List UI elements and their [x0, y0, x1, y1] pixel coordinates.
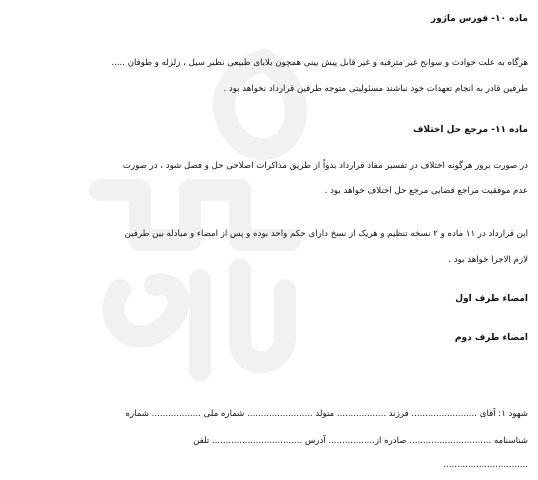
witness-line-2: شناسنامه .............................. صادره از................. آدرس ................................. تلفن: [193, 436, 528, 446]
signature-party-2: امضاء طرف دوم: [454, 333, 528, 343]
article-10-title: ماده ۱۰- فورس ماژور: [430, 14, 528, 24]
article-11-text-line-1: در صورت بروز هرگونه اختلاف در تفسیر مفاد قرارداد بدواً از طریق مذاکرات اصلاحی حل و فصل شود ، در صورت: [122, 161, 528, 171]
article-11-text-line-2: عدم موفقیت مراجع قضایی مرجع حل اختلاف خواهد بود .: [324, 186, 528, 196]
article-10-text-line-1: هرگاه به علت حوادث و سوانح غیر مترقبه و غیر قابل پیش بینی همچون بلایای طبیعی نظیر سیل ، زلزله و طوفان .....: [111, 58, 528, 68]
witness-line-3: ...............................: [443, 460, 528, 470]
closing-text-line-2: لازم الاجرا خواهد بود .: [448, 255, 528, 265]
signature-party-1: امضاء طرف اول: [455, 294, 528, 304]
closing-text-line-1: این قرارداد در ۱۱ ماده و ۲ نسخه تنظیم و هریک از نسخ دارای حکم واحد بوده و پس از امضاء و مبادله بین طرفین: [124, 229, 528, 239]
article-10-text-line-2: طرفین قادر به انجام تعهدات خود نباشند مسئولیتی متوجه طرفین قرارداد نخواهد بود .: [223, 84, 528, 94]
witness-line-1: شهود ۱: آقای ........................ فرزند .................. متولد ........................ شماره ملی .................. شماره: [125, 409, 528, 419]
article-11-title: ماده ۱۱- مرجع حل اختلاف: [412, 125, 528, 135]
